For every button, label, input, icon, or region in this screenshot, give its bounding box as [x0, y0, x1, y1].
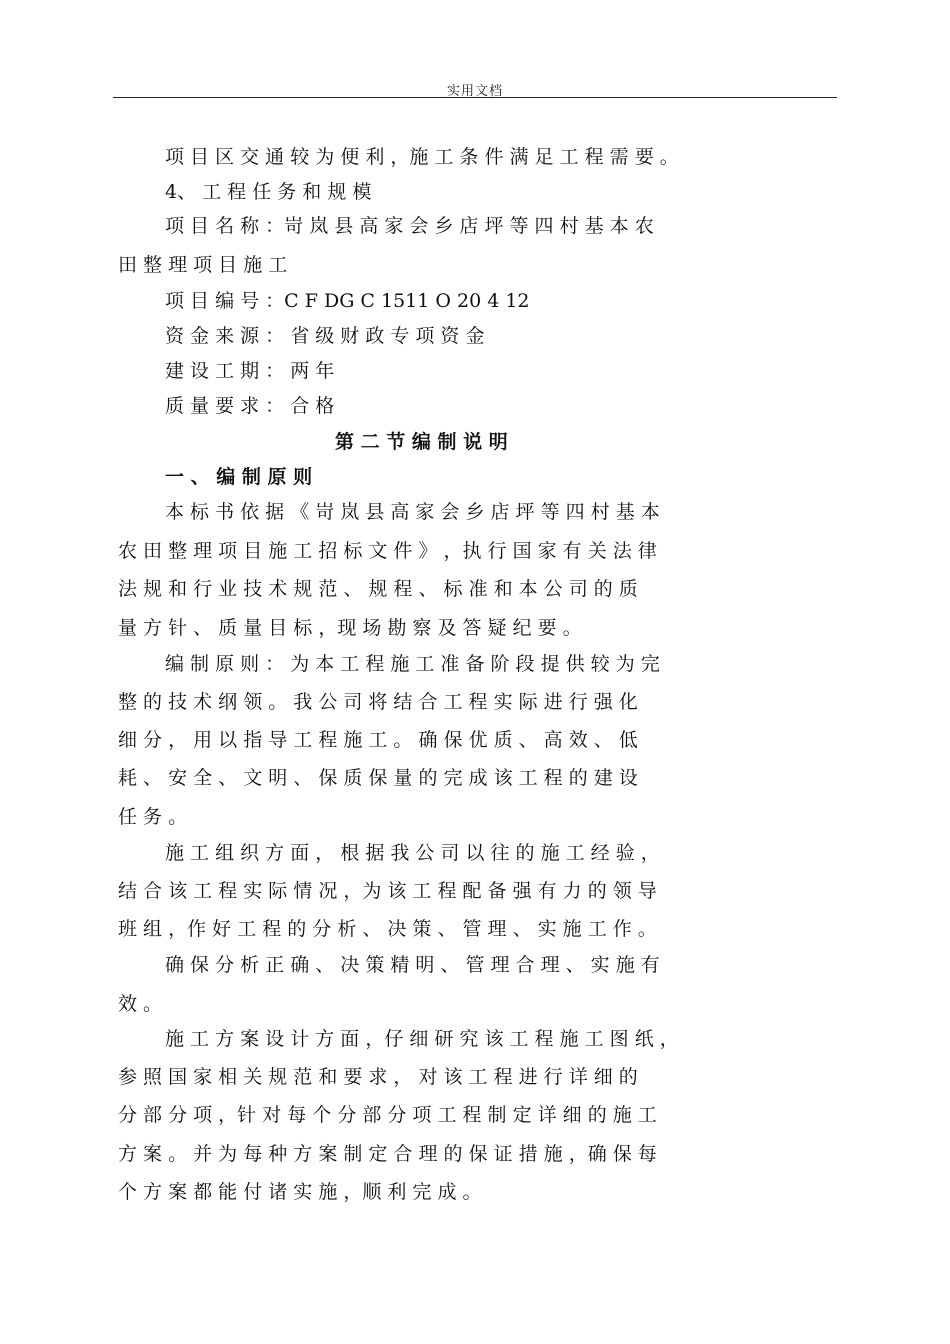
body-line: 分 部 分 项 ，针 对 每 个 分 部 分 项 工 程 制 定 详 细 的 施 工	[118, 1104, 657, 1126]
body-line: 资 金 来 源 ： 省 级 财 政 专 项 资 金	[165, 325, 485, 347]
body-line: 细 分 ， 用 以 指 导 工 程 施 工 。 确 保 优 质 、 高 效 、 低	[118, 729, 638, 751]
body-line: 任 务 。	[118, 806, 188, 828]
header-rule	[113, 97, 837, 98]
page-header: 实用文档	[446, 84, 503, 99]
chapter-heading: 第 二 节 编 制 说 明	[335, 431, 508, 453]
body-line: 耗 、 安 全 、 文 明 、 保 质 保 量 的 完 成 该 工 程 的 建 设	[118, 767, 638, 789]
body-line: 个 方 案 都 能 付 诸 实 施 ，顺 利 完 成 。	[118, 1181, 482, 1203]
section-heading: 4、 工 程 任 务 和 规 模	[165, 181, 372, 203]
body-line: 参 照 国 家 相 关 规 范 和 要 求 ， 对 该 工 程 进 行 详 细 的	[118, 1066, 638, 1088]
body-line: 量 方 针 、 质 量 目 标 ，现 场 勘 察 及 答 疑 纪 要 。	[118, 617, 582, 639]
body-line: 田 整 理 项 目 施 工	[118, 254, 288, 276]
body-line: 本 标 书 依 据 《 岢 岚 县 高 家 会 乡 店 坪 等 四 村 基 本	[165, 501, 660, 523]
body-line: 农 田 整 理 项 目 施 工 招 标 文 件 》 ，执 行 国 家 有 关 法 律	[118, 540, 657, 562]
body-line: 整 的 技 术 纲 领 。 我 公 司 将 结 合 工 程 实 际 进 行 强 化	[118, 691, 638, 713]
body-line: 质 量 要 求 ： 合 格	[165, 395, 335, 417]
body-line: 项 目 名 称 ：岢 岚 县 高 家 会 乡 店 坪 等 四 村 基 本 农	[165, 215, 654, 237]
body-line: 建 设 工 期 ： 两 年	[165, 360, 335, 382]
body-line: 施 工 方 案 设 计 方 面 ，仔 细 研 究 该 工 程 施 工 图 纸 ，	[165, 1028, 679, 1050]
body-line: 结 合 该 工 程 实 际 情 况 ，为 该 工 程 配 备 强 有 力 的 领 导	[118, 880, 657, 902]
body-line: 施 工 组 织 方 面 ， 根 据 我 公 司 以 往 的 施 工 经 验 ，	[165, 842, 660, 864]
body-line: 方 案 。 并 为 每 种 方 案 制 定 合 理 的 保 证 措 施 ，确 保 每	[118, 1143, 657, 1165]
body-line: 法 规 和 行 业 技 术 规 范 、 规 程 、 标 准 和 本 公 司 的 质	[118, 578, 638, 600]
subsection-heading: 一 、 编 制 原 则	[165, 466, 313, 488]
body-line: 项 目 区 交 通 较 为 便 利 ，施 工 条 件 满 足 工 程 需 要 。	[165, 146, 679, 168]
body-line: 确 保 分 析 正 确 、 决 策 精 明 、 管 理 合 理 、 实 施 有	[165, 954, 660, 976]
body-line: 效 。	[118, 993, 163, 1015]
body-line: 班 组 ，作 好 工 程 的 分 析 、 决 策 、 管 理 、 实 施 工 作 。	[118, 918, 657, 940]
body-line: 编 制 原 则 ： 为 本 工 程 施 工 准 备 阶 段 提 供 较 为 完	[165, 653, 660, 675]
body-line: 项 目 编 号 ：C F DG C 1511 O 20 4 12	[165, 290, 530, 312]
